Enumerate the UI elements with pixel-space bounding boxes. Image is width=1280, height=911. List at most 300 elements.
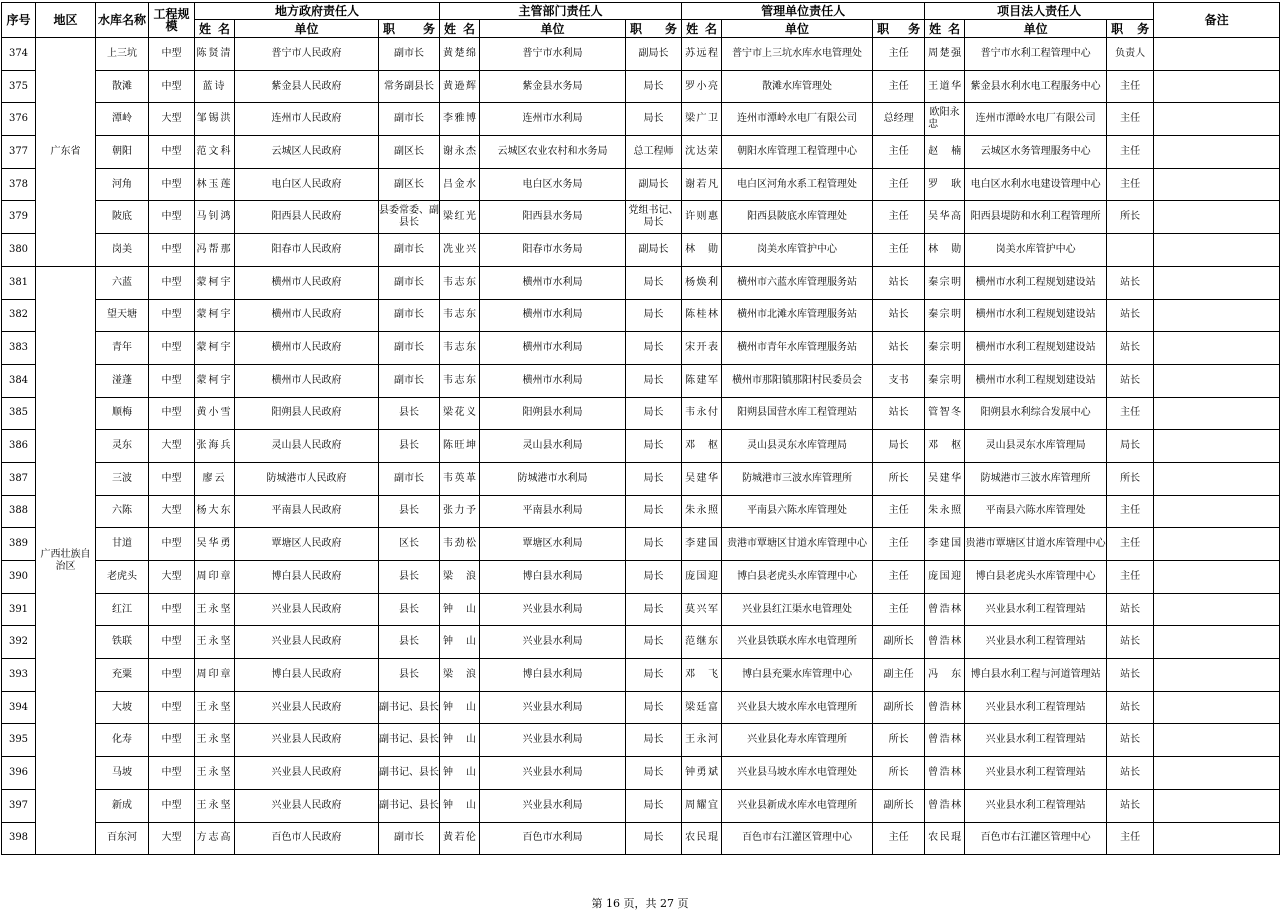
cell-dept-name: 钟山 <box>440 724 480 757</box>
cell-scale: 中型 <box>149 332 195 365</box>
cell-gov-name: 冯帮那 <box>195 234 235 267</box>
cell-scale: 中型 <box>149 364 195 397</box>
cell-scale: 大型 <box>149 822 195 855</box>
cell-dept-position: 总工程师 <box>626 136 682 169</box>
cell-legal-name: 邓枢 <box>925 430 965 463</box>
cell-scale: 中型 <box>149 626 195 659</box>
cell-legal-position: 站长 <box>1107 691 1154 724</box>
cell-mgmt-name: 林勋 <box>682 234 722 267</box>
cell-scale: 中型 <box>149 528 195 561</box>
cell-gov-position: 常务副县长 <box>379 70 440 103</box>
cell-dept-position: 局长 <box>626 593 682 626</box>
table-row <box>2 724 1280 757</box>
cell-reservoir: 老虎头 <box>96 561 149 594</box>
cell-mgmt-unit: 横州市青年水库管理服务站 <box>722 332 873 365</box>
cell-mgmt-unit: 横州市六蓝水库管理服务站 <box>722 266 873 299</box>
cell-gov-unit: 百色市人民政府 <box>235 822 379 855</box>
cell-legal-name: 冯东 <box>925 659 965 692</box>
cell-legal-name: 林勋 <box>925 234 965 267</box>
cell-legal-name: 秦宗明 <box>925 299 965 332</box>
cell-legal-name: 吴华高 <box>925 201 965 234</box>
cell-seq: 392 <box>2 626 36 659</box>
cell-seq: 393 <box>2 659 36 692</box>
cell-scale: 大型 <box>149 561 195 594</box>
cell-reservoir: 充粟 <box>96 659 149 692</box>
header-scale: 工程规模 <box>149 3 195 38</box>
cell-gov-unit: 平南县人民政府 <box>235 495 379 528</box>
table-row <box>2 528 1280 561</box>
cell-remark <box>1154 561 1280 594</box>
table-row <box>2 462 1280 495</box>
cell-scale: 中型 <box>149 659 195 692</box>
cell-legal-name: 周楚强 <box>925 38 965 71</box>
cell-remark <box>1154 626 1280 659</box>
cell-dept-name: 梁红光 <box>440 201 480 234</box>
cell-seq: 387 <box>2 462 36 495</box>
cell-gov-unit: 防城港市人民政府 <box>235 462 379 495</box>
cell-legal-unit: 横州市水利工程规划建设站 <box>965 299 1107 332</box>
cell-scale: 中型 <box>149 789 195 822</box>
cell-dept-position: 局长 <box>626 789 682 822</box>
cell-legal-position <box>1107 234 1154 267</box>
cell-remark <box>1154 659 1280 692</box>
cell-mgmt-unit: 平南县六陈水库管理处 <box>722 495 873 528</box>
cell-gov-position: 县长 <box>379 397 440 430</box>
cell-mgmt-name: 周耀宜 <box>682 789 722 822</box>
cell-dept-name: 冼业兴 <box>440 234 480 267</box>
cell-legal-position: 主任 <box>1107 70 1154 103</box>
cell-gov-unit: 横州市人民政府 <box>235 266 379 299</box>
cell-reservoir: 灵东 <box>96 430 149 463</box>
cell-gov-unit: 普宁市人民政府 <box>235 38 379 71</box>
cell-dept-unit: 百色市水利局 <box>480 822 626 855</box>
cell-legal-name: 曾浩林 <box>925 626 965 659</box>
cell-mgmt-unit: 兴业县新成水库水电管理所 <box>722 789 873 822</box>
cell-mgmt-unit: 防城港市三波水库管理所 <box>722 462 873 495</box>
cell-reservoir: 朝阳 <box>96 136 149 169</box>
cell-legal-unit: 阳西县堤防和水利工程管理所 <box>965 201 1107 234</box>
cell-scale: 中型 <box>149 724 195 757</box>
cell-seq: 394 <box>2 691 36 724</box>
cell-scale: 中型 <box>149 266 195 299</box>
cell-gov-unit: 横州市人民政府 <box>235 332 379 365</box>
cell-scale: 中型 <box>149 38 195 71</box>
cell-mgmt-position: 主任 <box>873 234 925 267</box>
cell-legal-name: 秦宗明 <box>925 266 965 299</box>
cell-gov-unit: 横州市人民政府 <box>235 364 379 397</box>
cell-legal-position: 主任 <box>1107 136 1154 169</box>
cell-remark <box>1154 201 1280 234</box>
cell-mgmt-name: 李建国 <box>682 528 722 561</box>
cell-gov-name: 方志高 <box>195 822 235 855</box>
cell-gov-name: 王永坚 <box>195 691 235 724</box>
cell-gov-position: 副市长 <box>379 266 440 299</box>
cell-dept-unit: 博白县水利局 <box>480 659 626 692</box>
cell-remark <box>1154 234 1280 267</box>
table-row <box>2 593 1280 626</box>
cell-dept-unit: 覃塘区水利局 <box>480 528 626 561</box>
subheader-local-gov-position: 职务 <box>379 20 440 38</box>
cell-gov-position: 县长 <box>379 495 440 528</box>
cell-reservoir: 望天塘 <box>96 299 149 332</box>
table-row <box>2 822 1280 855</box>
cell-remark <box>1154 528 1280 561</box>
cell-gov-unit: 兴业县人民政府 <box>235 626 379 659</box>
cell-gov-name: 马钊鸿 <box>195 201 235 234</box>
cell-legal-position: 站长 <box>1107 266 1154 299</box>
cell-reservoir: 岗美 <box>96 234 149 267</box>
cell-gov-name: 王永坚 <box>195 757 235 790</box>
cell-mgmt-position: 主任 <box>873 495 925 528</box>
cell-scale: 中型 <box>149 168 195 201</box>
cell-mgmt-name: 王永河 <box>682 724 722 757</box>
cell-gov-unit: 兴业县人民政府 <box>235 593 379 626</box>
cell-dept-unit: 灵山县水利局 <box>480 430 626 463</box>
cell-legal-name: 秦宗明 <box>925 364 965 397</box>
cell-gov-position: 县长 <box>379 593 440 626</box>
cell-gov-position: 县长 <box>379 561 440 594</box>
cell-mgmt-name: 罗小亮 <box>682 70 722 103</box>
cell-seq: 377 <box>2 136 36 169</box>
cell-legal-position: 局长 <box>1107 430 1154 463</box>
cell-legal-unit: 灵山县灵东水库管理局 <box>965 430 1107 463</box>
cell-seq: 397 <box>2 789 36 822</box>
cell-gov-position: 副书记、县长 <box>379 724 440 757</box>
cell-mgmt-unit: 贵港市覃塘区甘道水库管理中心 <box>722 528 873 561</box>
cell-dept-name: 韦志东 <box>440 266 480 299</box>
cell-legal-unit: 博白县水利工程与河道管理站 <box>965 659 1107 692</box>
table-row <box>2 430 1280 463</box>
table-row <box>2 70 1280 103</box>
cell-mgmt-position: 副所长 <box>873 789 925 822</box>
cell-legal-name: 朱永照 <box>925 495 965 528</box>
cell-remark <box>1154 495 1280 528</box>
cell-dept-name: 张力予 <box>440 495 480 528</box>
cell-mgmt-name: 范继东 <box>682 626 722 659</box>
cell-legal-position: 主任 <box>1107 495 1154 528</box>
cell-gov-position: 副市长 <box>379 822 440 855</box>
cell-dept-position: 局长 <box>626 103 682 136</box>
cell-dept-unit: 阳西县水务局 <box>480 201 626 234</box>
cell-dept-unit: 博白县水利局 <box>480 561 626 594</box>
subheader-mgmt-name: 姓名 <box>682 20 722 38</box>
cell-seq: 378 <box>2 168 36 201</box>
cell-remark <box>1154 136 1280 169</box>
cell-gov-name: 邹锡洪 <box>195 103 235 136</box>
cell-mgmt-unit: 兴业县红江渠水电管理处 <box>722 593 873 626</box>
cell-mgmt-position: 站长 <box>873 397 925 430</box>
cell-mgmt-position: 所长 <box>873 757 925 790</box>
cell-seq: 374 <box>2 38 36 71</box>
cell-mgmt-name: 谢若凡 <box>682 168 722 201</box>
cell-mgmt-unit: 阳西县陂底水库管理处 <box>722 201 873 234</box>
cell-mgmt-name: 庞国迎 <box>682 561 722 594</box>
cell-mgmt-position: 主任 <box>873 561 925 594</box>
cell-remark <box>1154 757 1280 790</box>
cell-seq: 376 <box>2 103 36 136</box>
subheader-legal-position: 职务 <box>1107 20 1154 38</box>
cell-mgmt-unit: 博白县充粟水库管理中心 <box>722 659 873 692</box>
cell-gov-unit: 兴业县人民政府 <box>235 757 379 790</box>
cell-region: 广西壮族自治区 <box>36 266 96 854</box>
table-row <box>2 201 1280 234</box>
subheader-dept-name: 姓名 <box>440 20 480 38</box>
subheader-dept-unit: 单位 <box>480 20 626 38</box>
cell-legal-name: 农民琨 <box>925 822 965 855</box>
cell-remark <box>1154 103 1280 136</box>
cell-dept-unit: 普宁市水利局 <box>480 38 626 71</box>
cell-gov-unit: 阳春市人民政府 <box>235 234 379 267</box>
cell-gov-name: 陈贤清 <box>195 38 235 71</box>
cell-mgmt-name: 梁广卫 <box>682 103 722 136</box>
cell-legal-position: 站长 <box>1107 593 1154 626</box>
cell-reservoir: 铁联 <box>96 626 149 659</box>
cell-legal-unit: 贵港市覃塘区甘道水库管理中心 <box>965 528 1107 561</box>
cell-gov-unit: 博白县人民政府 <box>235 561 379 594</box>
cell-legal-unit: 横州市水利工程规划建设站 <box>965 266 1107 299</box>
cell-scale: 中型 <box>149 593 195 626</box>
table-row <box>2 38 1280 71</box>
header-mgmt: 管理单位责任人 <box>682 3 925 20</box>
cell-mgmt-name: 钟勇斌 <box>682 757 722 790</box>
cell-legal-unit: 普宁市水利工程管理中心 <box>965 38 1107 71</box>
cell-legal-position: 所长 <box>1107 201 1154 234</box>
cell-reservoir: 散滩 <box>96 70 149 103</box>
cell-legal-name: 李建国 <box>925 528 965 561</box>
cell-reservoir: 甘道 <box>96 528 149 561</box>
cell-legal-name: 赵楠 <box>925 136 965 169</box>
table-row <box>2 757 1280 790</box>
cell-dept-name: 黄逊辉 <box>440 70 480 103</box>
cell-gov-name: 黄小雪 <box>195 397 235 430</box>
cell-mgmt-position: 主任 <box>873 593 925 626</box>
cell-mgmt-position: 副主任 <box>873 659 925 692</box>
cell-dept-unit: 平南县水利局 <box>480 495 626 528</box>
cell-seq: 382 <box>2 299 36 332</box>
header-reservoir: 水库名称 <box>96 3 149 38</box>
cell-gov-position: 副市长 <box>379 332 440 365</box>
cell-seq: 375 <box>2 70 36 103</box>
cell-mgmt-unit: 普宁市上三坑水库水电管理处 <box>722 38 873 71</box>
cell-mgmt-unit: 横州市北滩水库管理服务站 <box>722 299 873 332</box>
cell-legal-unit: 电白区水利水电建设管理中心 <box>965 168 1107 201</box>
cell-mgmt-position: 所长 <box>873 724 925 757</box>
cell-mgmt-unit: 朝阳水库管理工程管理中心 <box>722 136 873 169</box>
cell-remark <box>1154 462 1280 495</box>
cell-dept-position: 局长 <box>626 364 682 397</box>
cell-dept-name: 梁花义 <box>440 397 480 430</box>
cell-legal-position: 站长 <box>1107 789 1154 822</box>
cell-dept-name: 钟山 <box>440 593 480 626</box>
cell-dept-name: 韦英革 <box>440 462 480 495</box>
cell-dept-position: 局长 <box>626 561 682 594</box>
cell-reservoir: 百东河 <box>96 822 149 855</box>
cell-mgmt-unit: 兴业县大坡水库水电管理所 <box>722 691 873 724</box>
cell-legal-name: 曾浩林 <box>925 691 965 724</box>
cell-dept-name: 韦劲松 <box>440 528 480 561</box>
cell-gov-name: 蒙柯宇 <box>195 332 235 365</box>
table-row <box>2 266 1280 299</box>
cell-mgmt-position: 副所长 <box>873 691 925 724</box>
table-row <box>2 691 1280 724</box>
cell-remark <box>1154 70 1280 103</box>
cell-gov-unit: 兴业县人民政府 <box>235 789 379 822</box>
cell-dept-position: 局长 <box>626 299 682 332</box>
cell-reservoir: 青年 <box>96 332 149 365</box>
cell-mgmt-unit: 岗美水库管护中心 <box>722 234 873 267</box>
cell-mgmt-position: 站长 <box>873 332 925 365</box>
table-row <box>2 136 1280 169</box>
cell-dept-position: 副局长 <box>626 168 682 201</box>
cell-gov-unit: 云城区人民政府 <box>235 136 379 169</box>
cell-gov-unit: 兴业县人民政府 <box>235 691 379 724</box>
cell-dept-position: 局长 <box>626 822 682 855</box>
cell-dept-name: 钟山 <box>440 789 480 822</box>
cell-gov-name: 蒙柯宇 <box>195 364 235 397</box>
cell-gov-position: 副市长 <box>379 103 440 136</box>
cell-gov-position: 副区长 <box>379 168 440 201</box>
cell-mgmt-position: 主任 <box>873 168 925 201</box>
table-row <box>2 789 1280 822</box>
cell-seq: 398 <box>2 822 36 855</box>
cell-remark <box>1154 789 1280 822</box>
cell-legal-unit: 百色市右江灌区管理中心 <box>965 822 1107 855</box>
cell-gov-name: 林玉莲 <box>195 168 235 201</box>
cell-legal-name: 曾浩林 <box>925 593 965 626</box>
cell-legal-unit: 云城区水务管理服务中心 <box>965 136 1107 169</box>
cell-dept-position: 局长 <box>626 266 682 299</box>
cell-seq: 386 <box>2 430 36 463</box>
cell-seq: 379 <box>2 201 36 234</box>
cell-mgmt-unit: 灵山县灵东水库管理局 <box>722 430 873 463</box>
cell-gov-name: 蒙柯宇 <box>195 266 235 299</box>
cell-legal-unit: 兴业县水利工程管理站 <box>965 757 1107 790</box>
cell-legal-position: 负责人 <box>1107 38 1154 71</box>
table-row <box>2 659 1280 692</box>
cell-scale: 中型 <box>149 691 195 724</box>
cell-scale: 中型 <box>149 136 195 169</box>
cell-reservoir: 化寿 <box>96 724 149 757</box>
cell-reservoir: 新成 <box>96 789 149 822</box>
cell-gov-name: 蓝诗 <box>195 70 235 103</box>
cell-dept-position: 局长 <box>626 332 682 365</box>
cell-legal-position: 站长 <box>1107 626 1154 659</box>
header-dept: 主管部门责任人 <box>440 3 682 20</box>
cell-mgmt-position: 主任 <box>873 528 925 561</box>
cell-gov-name: 王永坚 <box>195 724 235 757</box>
cell-dept-unit: 横州市水利局 <box>480 299 626 332</box>
header-remark: 备注 <box>1154 3 1280 38</box>
cell-mgmt-name: 农民琨 <box>682 822 722 855</box>
cell-gov-name: 范文科 <box>195 136 235 169</box>
cell-legal-name: 吴建华 <box>925 462 965 495</box>
cell-gov-name: 杨大东 <box>195 495 235 528</box>
cell-dept-unit: 兴业县水利局 <box>480 593 626 626</box>
cell-gov-name: 蒙柯宇 <box>195 299 235 332</box>
table-body <box>2 38 1280 855</box>
table-row <box>2 626 1280 659</box>
cell-remark <box>1154 38 1280 71</box>
cell-reservoir: 上三坑 <box>96 38 149 71</box>
cell-gov-position: 县长 <box>379 626 440 659</box>
cell-gov-unit: 博白县人民政府 <box>235 659 379 692</box>
header-region: 地区 <box>36 3 96 38</box>
cell-legal-unit: 兴业县水利工程管理站 <box>965 626 1107 659</box>
cell-remark <box>1154 822 1280 855</box>
cell-mgmt-position: 主任 <box>873 38 925 71</box>
cell-mgmt-position: 主任 <box>873 201 925 234</box>
cell-seq: 391 <box>2 593 36 626</box>
cell-seq: 383 <box>2 332 36 365</box>
cell-gov-unit: 横州市人民政府 <box>235 299 379 332</box>
subheader-local-gov-name: 姓名 <box>195 20 235 38</box>
subheader-dept-position: 职务 <box>626 20 682 38</box>
cell-seq: 381 <box>2 266 36 299</box>
cell-dept-unit: 云城区农业农村和水务局 <box>480 136 626 169</box>
cell-remark <box>1154 397 1280 430</box>
table-row <box>2 332 1280 365</box>
cell-gov-position: 副市长 <box>379 234 440 267</box>
cell-remark <box>1154 724 1280 757</box>
cell-remark <box>1154 266 1280 299</box>
cell-legal-position: 主任 <box>1107 561 1154 594</box>
cell-gov-position: 副市长 <box>379 38 440 71</box>
cell-scale: 大型 <box>149 430 195 463</box>
cell-dept-position: 副局长 <box>626 234 682 267</box>
cell-legal-unit: 紫金县水利水电工程服务中心 <box>965 70 1107 103</box>
cell-mgmt-unit: 横州市那阳镇那阳村民委员会 <box>722 364 873 397</box>
cell-legal-unit: 横州市水利工程规划建设站 <box>965 364 1107 397</box>
cell-dept-unit: 阳朔县水利局 <box>480 397 626 430</box>
table-row <box>2 397 1280 430</box>
cell-gov-position: 县长 <box>379 430 440 463</box>
cell-legal-name: 曾浩林 <box>925 789 965 822</box>
cell-reservoir: 六蓝 <box>96 266 149 299</box>
cell-dept-position: 局长 <box>626 659 682 692</box>
subheader-mgmt-position: 职务 <box>873 20 925 38</box>
cell-scale: 中型 <box>149 201 195 234</box>
cell-dept-position: 局长 <box>626 397 682 430</box>
cell-dept-unit: 电白区水务局 <box>480 168 626 201</box>
cell-legal-position: 站长 <box>1107 724 1154 757</box>
cell-gov-unit: 灵山县人民政府 <box>235 430 379 463</box>
cell-dept-name: 李雅博 <box>440 103 480 136</box>
cell-dept-name: 黄若伦 <box>440 822 480 855</box>
cell-seq: 385 <box>2 397 36 430</box>
subheader-local-gov-unit: 单位 <box>235 20 379 38</box>
cell-reservoir: 大坡 <box>96 691 149 724</box>
cell-gov-name: 王永坚 <box>195 789 235 822</box>
table-row <box>2 168 1280 201</box>
cell-reservoir: 河角 <box>96 168 149 201</box>
header-legal: 项目法人责任人 <box>925 3 1154 20</box>
cell-legal-position: 所长 <box>1107 462 1154 495</box>
cell-gov-unit: 阳西县人民政府 <box>235 201 379 234</box>
cell-dept-name: 韦志东 <box>440 364 480 397</box>
cell-legal-name: 罗耿 <box>925 168 965 201</box>
cell-gov-name: 周印章 <box>195 659 235 692</box>
cell-gov-unit: 兴业县人民政府 <box>235 724 379 757</box>
cell-dept-position: 局长 <box>626 462 682 495</box>
subheader-mgmt-unit: 单位 <box>722 20 873 38</box>
table-row <box>2 495 1280 528</box>
cell-reservoir: 三波 <box>96 462 149 495</box>
cell-reservoir: 陂底 <box>96 201 149 234</box>
cell-mgmt-position: 局长 <box>873 430 925 463</box>
cell-remark <box>1154 364 1280 397</box>
cell-mgmt-name: 许则惠 <box>682 201 722 234</box>
cell-dept-position: 局长 <box>626 495 682 528</box>
